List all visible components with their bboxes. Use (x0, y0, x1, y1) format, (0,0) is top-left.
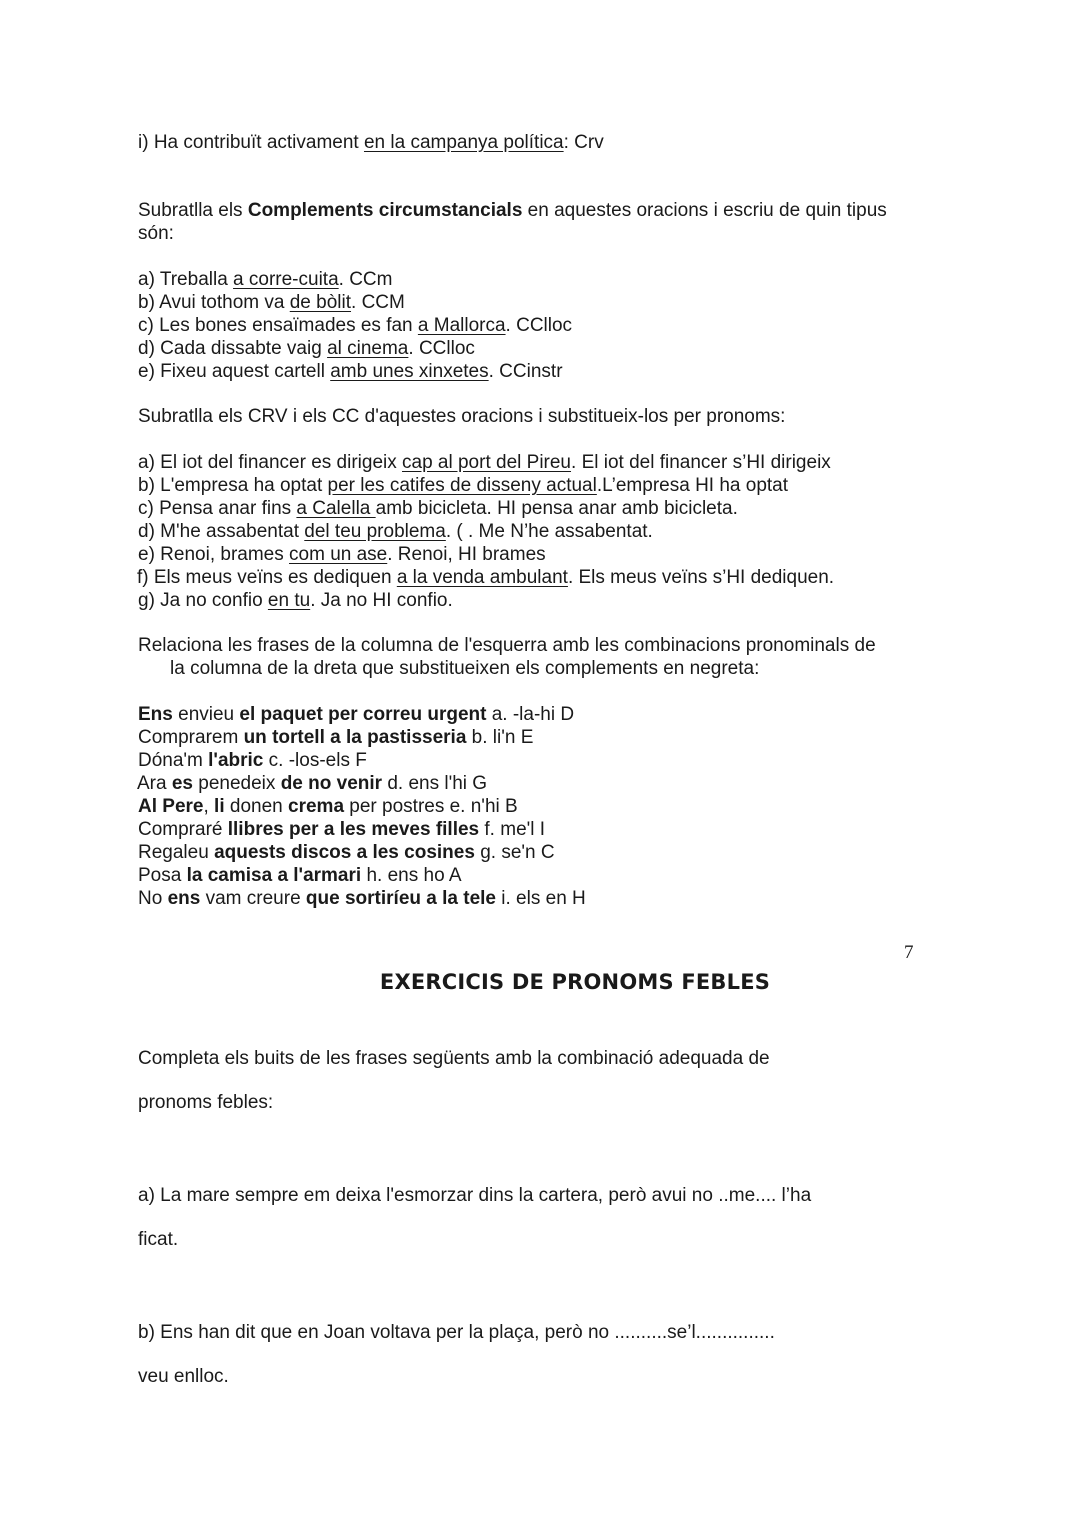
rel-segment: envieu (172, 704, 240, 725)
rel-segment: a. -la-hi D (486, 704, 575, 725)
rel-bold-segment: un tortell a la pastisseria (243, 727, 467, 748)
rel-row (138, 703, 574, 726)
rel-segment: i. els en H (496, 888, 586, 909)
rel-row (138, 726, 533, 749)
rel-bold-segment: Ens (138, 704, 173, 725)
cc-item: d) Cada dissabte vaig al cinema. CClloc (138, 338, 475, 359)
rel-instruction: Relaciona les frases de la columna de l'esquerra amb les combinacions pronominals de (138, 635, 876, 656)
rel-segment: Dóna'm (138, 750, 209, 771)
sentence-i: i) Ha contribuït activament en la campanya política: Crv (138, 132, 604, 153)
rel-segment: per postres e. n'hi B (344, 796, 518, 817)
rel-row (138, 795, 518, 818)
rel-segment: No (138, 888, 168, 909)
rel-row (138, 841, 555, 864)
exercise-item-b-cont: veu enlloc. (138, 1366, 229, 1387)
rel-bold-segment: la camisa a l'armari (186, 865, 362, 886)
rel-segment: vam creure (200, 888, 306, 909)
cc-item: a) Treballa a corre-cuita. CCm (138, 269, 393, 290)
rel-instruction-cont: la columna de la dreta que substitueixen els complements en negreta: (170, 658, 760, 679)
rel-segment: g. se'n C (474, 842, 555, 863)
cc-item: c) Les bones ensaïmades es fan a Mallorca. CClloc (138, 315, 573, 336)
rel-segment: b. li'n E (466, 727, 534, 748)
page-number: 7 (904, 942, 914, 963)
rel-bold-segment: de no venir (280, 773, 383, 794)
exercise-instruction: Completa els buits de les frases següents amb la combinació adequada de (138, 1048, 770, 1069)
crv-item: d) M'he assabentat del teu problema. ( . Me N’he assabentat. (138, 521, 653, 542)
rel-bold-segment: es (171, 773, 193, 794)
exercise-item-b: b) Ens han dit que en Joan voltava per la plaça, però no ..........se’l............... (138, 1322, 775, 1343)
rel-segment: c. -los-els F (263, 750, 367, 771)
exercise-item-a: a) La mare sempre em deixa l'esmorzar dins la cartera, però avui no ..me.... l’ha (138, 1185, 812, 1206)
exercise-instruction-cont: pronoms febles: (138, 1092, 274, 1113)
rel-segment: Posa (138, 865, 187, 886)
rel-segment: penedeix (193, 773, 281, 794)
rel-bold-segment: Al Pere (138, 796, 204, 817)
cc-instruction: Subratlla els Complements circumstancials en aquestes oracions i escriu de quin tipus (138, 200, 887, 221)
crv-instruction: Subratlla els CRV i els CC d'aquestes oracions i substitueix-los per pronoms: (138, 406, 786, 427)
cc-instruction-cont: són: (138, 223, 174, 244)
rel-segment: donen (224, 796, 289, 817)
rel-segment: , (203, 796, 215, 817)
crv-item: b) L'empresa ha optat per les catifes de disseny actual.L’empresa HI ha optat (138, 475, 789, 496)
rel-segment: Ara (137, 773, 172, 794)
rel-row (138, 864, 462, 887)
cc-item: e) Fixeu aquest cartell amb unes xinxetes. CCinstr (138, 361, 563, 382)
crv-item: f) Els meus veïns es dediquen a la venda ambulant. Els meus veïns s’HI dediquen. (137, 567, 835, 588)
rel-segment: Compraré (138, 819, 228, 840)
crv-item: g) Ja no confio en tu. Ja no HI confio. (138, 590, 453, 611)
section-title: EXERCICIS DE PRONOMS FEBLES (379, 970, 771, 994)
rel-bold-segment: l'abric (208, 750, 264, 771)
rel-bold-segment: que sortiríeu a la tele (305, 888, 496, 909)
cc-item: b) Avui tothom va de bòlit. CCM (138, 292, 405, 313)
crv-item: c) Pensa anar fins a Calella amb bicicleta. HI pensa anar amb bicicleta. (138, 498, 738, 519)
rel-segment: f. me'l I (479, 819, 546, 840)
rel-bold-segment: el paquet per correu urgent (239, 704, 487, 725)
rel-bold-segment: aquests discos a les cosines (214, 842, 475, 863)
exercise-item-a-cont: ficat. (138, 1229, 179, 1250)
rel-segment: Regaleu (138, 842, 215, 863)
rel-segment: d. ens l'hi G (382, 773, 488, 794)
rel-row (138, 749, 367, 772)
rel-bold-segment: ens (167, 888, 201, 909)
rel-segment: Comprarem (138, 727, 244, 748)
rel-row (138, 887, 586, 910)
crv-item: e) Renoi, brames com un ase. Renoi, HI brames (138, 544, 546, 565)
crv-item: a) El iot del financer es dirigeix cap al port del Pireu. El iot del financer s’HI dirigeix (138, 452, 831, 473)
rel-bold-segment: llibres per a les meves filles (227, 819, 480, 840)
rel-bold-segment: crema (288, 796, 345, 817)
rel-bold-segment: li (214, 796, 225, 817)
rel-row (138, 818, 545, 841)
rel-row (137, 772, 487, 795)
rel-segment: h. ens ho A (361, 865, 462, 886)
